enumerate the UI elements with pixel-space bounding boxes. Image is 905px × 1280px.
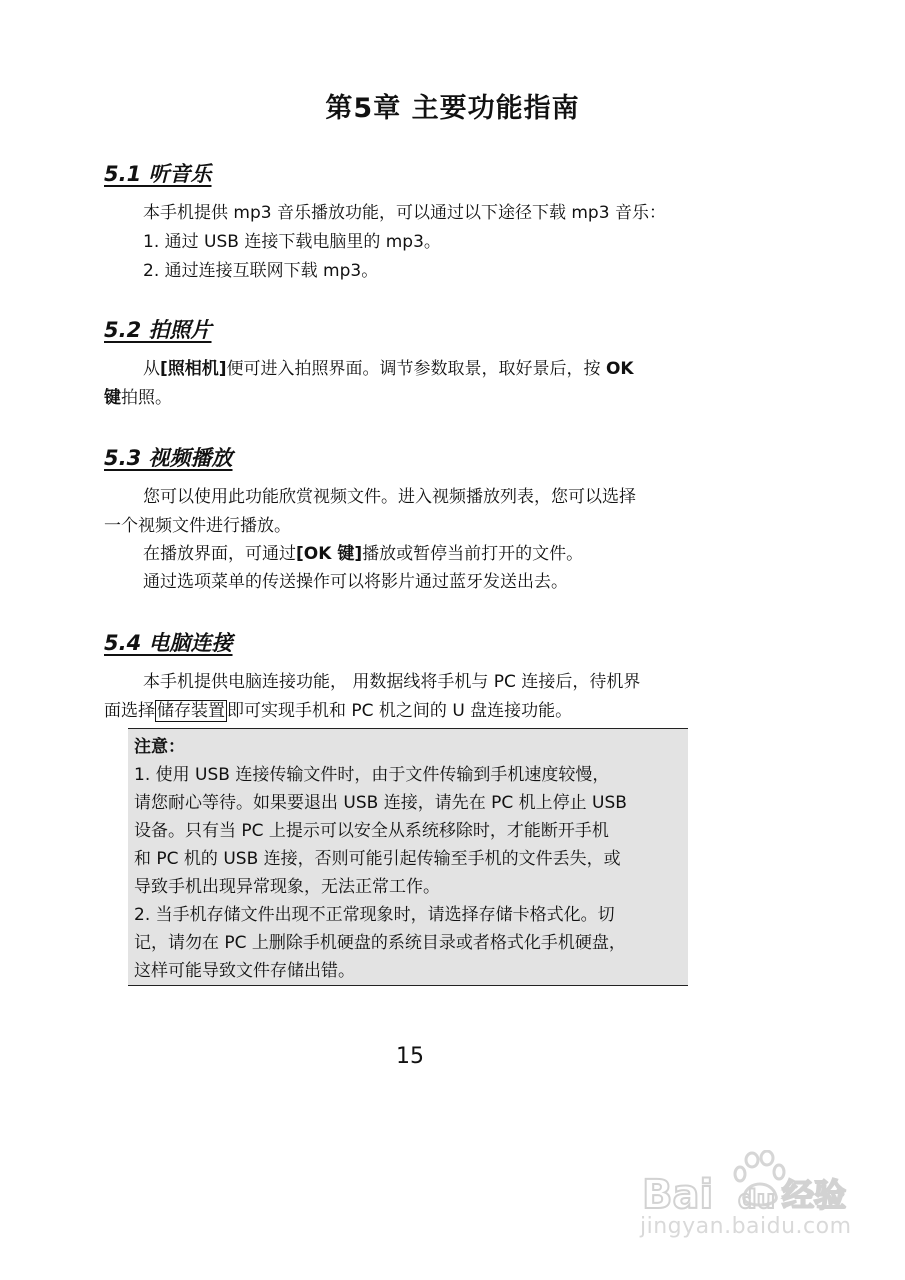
note-line: 和 PC 机的 USB 连接，否则可能引起传输至手机的文件丢失，或 [134, 849, 621, 869]
page-number: 15 [396, 1044, 424, 1069]
paragraph-line: 本手机提供 mp3 音乐播放功能，可以通过以下途径下载 mp3 音乐： [143, 203, 666, 223]
note-line: 设备。只有当 PC 上提示可以安全从系统移除时，才能断开手机 [134, 821, 609, 841]
paragraph-line [104, 387, 172, 409]
section-heading-5-3: 5.3 视频播放 [104, 446, 233, 470]
note-line: 1. 使用 USB 连接传输文件时，由于文件传输到手机速度较慢， [134, 765, 610, 785]
text-span: 拍照。 [121, 388, 172, 408]
section-heading-5-2: 5.2 拍照片 [104, 318, 212, 342]
text-span: 便可进入拍照界面。调节参数取景，取好景后，按 [226, 359, 606, 379]
watermark-logo-text2: du [738, 1185, 776, 1215]
chapter-title: 第5章 主要功能指南 [325, 93, 580, 124]
note-line: 2. 当手机存储文件出现不正常现象时，请选择存储卡格式化。切 [134, 905, 615, 925]
text-span: 播放或暂停当前打开的文件。 [362, 544, 584, 564]
note-title: 注意： [134, 737, 185, 757]
bold-term-camera: [照相机] [160, 359, 227, 379]
note-line: 导致手机出现异常现象，无法正常工作。 [134, 877, 440, 897]
section-heading-5-1: 5.1 听音乐 [104, 162, 212, 186]
paragraph-line [143, 358, 634, 380]
bold-term-ok-key: [OK 键] [296, 544, 363, 564]
watermark-logo-text: Bai [642, 1172, 714, 1218]
boxed-term-storage: 储存装置 [157, 701, 225, 721]
paragraph-line: 您可以使用此功能欣赏视频文件。进入视频播放列表，您可以选择 [143, 487, 636, 507]
text-span: 即可实现手机和 PC 机之间的 U 盘连接功能。 [227, 701, 573, 721]
paragraph-line: 一个视频文件进行播放。 [104, 516, 291, 536]
text-span: 在播放界面，可通过 [143, 544, 296, 564]
text-span: 面选择 [104, 701, 155, 721]
paragraph-line [143, 543, 583, 565]
paragraph-line: 通过选项菜单的传送操作可以将影片通过蓝牙发送出去。 [143, 572, 568, 592]
paragraph-line: 本手机提供电脑连接功能， 用数据线将手机与 PC 连接后，待机界 [143, 672, 641, 692]
note-line: 请您耐心等待。如果要退出 USB 连接，请先在 PC 机上停止 USB [134, 793, 627, 813]
bold-term-ok: OK [605, 359, 634, 379]
text-span: 从 [143, 359, 160, 379]
watermark-logo-cn: 经验 [782, 1176, 847, 1214]
note-box [128, 728, 688, 986]
watermark-url: jingyan.baidu.com [640, 1214, 852, 1239]
note-line: 这样可能导致文件存储出错。 [134, 961, 355, 981]
paragraph-line [104, 700, 572, 722]
bold-term-key: 键 [104, 388, 121, 408]
paragraph-line: 2. 通过连接互联网下载 mp3。 [143, 261, 379, 281]
section-heading-5-4: 5.4 电脑连接 [104, 631, 233, 655]
paragraph-line: 1. 通过 USB 连接下载电脑里的 mp3。 [143, 232, 441, 252]
note-line: 记，请勿在 PC 上删除手机硬盘的系统目录或者格式化手机硬盘， [134, 933, 626, 953]
